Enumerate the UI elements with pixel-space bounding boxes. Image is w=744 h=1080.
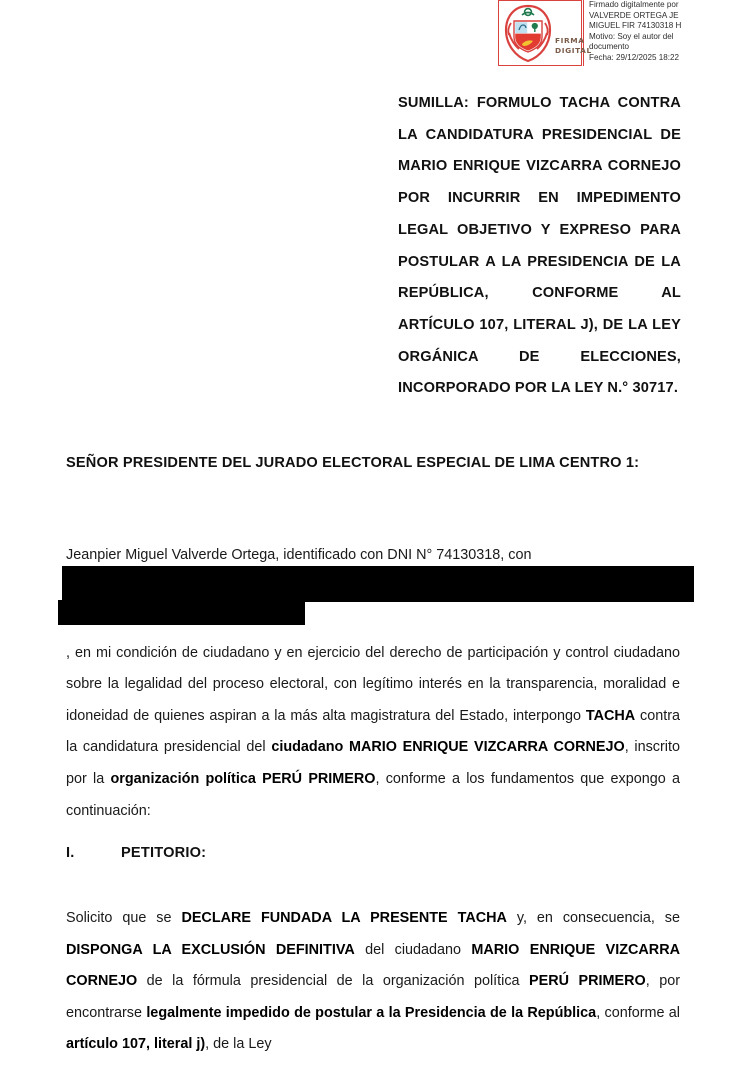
signature-line-4: Motivo: Soy el autor del	[589, 31, 674, 41]
peti-text-3: del ciudadano	[354, 941, 472, 958]
sumilla-heading	[398, 88, 681, 405]
peti-text-7: , de la Ley	[205, 1036, 272, 1053]
peti-bold-2: DISPONGA LA EXCLUSIÓN DEFINITIVA	[66, 941, 355, 958]
intro-text-a: , en mi condición de ciudadano y en ejercicio del derecho de participación y control ciudadano sobre la legalidad del proceso electoral, con legítimo interés en la transparencia, moralidad e idoneidad de quienes aspiran a la más alta magistratura del Estado, interpongo	[66, 644, 680, 724]
peti-bold-1: DECLARE FUNDADA LA PRESENTE TACHA	[181, 910, 507, 926]
peti-text-6: , conforme al	[596, 1004, 680, 1021]
intro-text-b: contra la candidatura presidencial del	[66, 707, 680, 756]
digital-signature-stamp	[498, 0, 744, 66]
peti-text-5: , por encontrarse	[66, 973, 680, 1021]
addressee-line	[66, 448, 680, 480]
redaction-bar-primary	[62, 566, 694, 602]
signature-details	[583, 0, 744, 66]
peru-seal-box	[498, 0, 592, 66]
intro-text-d: , conforme a los fundamentos que expongo a continuación:	[66, 770, 680, 819]
peti-text-2: y, en consecuencia, se	[506, 910, 680, 926]
section-title: PETITORIO:	[121, 845, 207, 861]
intro-bold-ciudadano: ciudadano MARIO ENRIQUE VIZCARRA CORNEJO	[271, 739, 625, 756]
signature-line-2: VALVERDE ORTEGA JE	[589, 10, 679, 20]
seal-word-firma: FIRMA	[555, 36, 585, 46]
section-number: I.	[66, 845, 75, 861]
intro-first-line: Jeanpier Miguel Valverde Ortega, identificado con DNI N° 74130318, con	[66, 547, 532, 563]
signature-line-3: MIGUEL FIR 74130318 H	[589, 21, 682, 31]
seal-word-digital: DIGITAL	[555, 46, 592, 55]
intro-bold-tacha: TACHA	[585, 707, 636, 724]
redaction-bar-secondary	[58, 600, 305, 625]
signature-line-5: documento	[589, 42, 630, 52]
peti-bold-4: PERÚ PRIMERO	[529, 973, 646, 990]
firma-digital-label	[555, 36, 592, 56]
section-heading-petitorio	[66, 845, 680, 861]
sumilla-text: SUMILLA: FORMULO TACHA CONTRA LA CANDIDATURA PRESIDENCIAL DE MARIO ENRIQUE VIZCARRA CORNEJO POR INCURRIR EN IMPEDIMENTO LEGAL OBJETIVO Y EXPRESO PARA POSTULAR A LA PRESIDENCIA DE LA REPÚBLICA, CONFORME AL ARTÍCULO 107, LITERAL J), DE LA LEY ORGÁNICA DE ELECCIONES, INCORPORADO POR LA LEY N.° 30717.	[398, 95, 681, 397]
intro-text-c: , inscrito por la	[66, 739, 680, 787]
peti-text-1: Solicito que se	[66, 910, 182, 926]
intro-bold-organizacion: organización política PERÚ PRIMERO	[110, 770, 376, 787]
petitorio-paragraph	[66, 903, 680, 1061]
peti-bold-6: artículo 107, literal j)	[66, 1036, 206, 1053]
peti-bold-3: MARIO ENRIQUE VIZCARRA CORNEJO	[66, 941, 680, 990]
peti-text-4: de la fórmula presidencial de la organización política	[137, 973, 530, 990]
addressee-text: SEÑOR PRESIDENTE DEL JURADO ELECTORAL ESPECIAL DE LIMA CENTRO 1:	[66, 455, 640, 471]
peti-bold-5: legalmente impedido de postular a la Presidencia de la República	[146, 1004, 597, 1021]
signature-line-1: Firmado digitalmente por	[589, 0, 679, 9]
peru-coat-of-arms-seal-icon	[502, 3, 554, 63]
signature-line-6: Fecha: 29/12/2025 18:22	[589, 52, 680, 62]
intro-body	[66, 638, 680, 828]
